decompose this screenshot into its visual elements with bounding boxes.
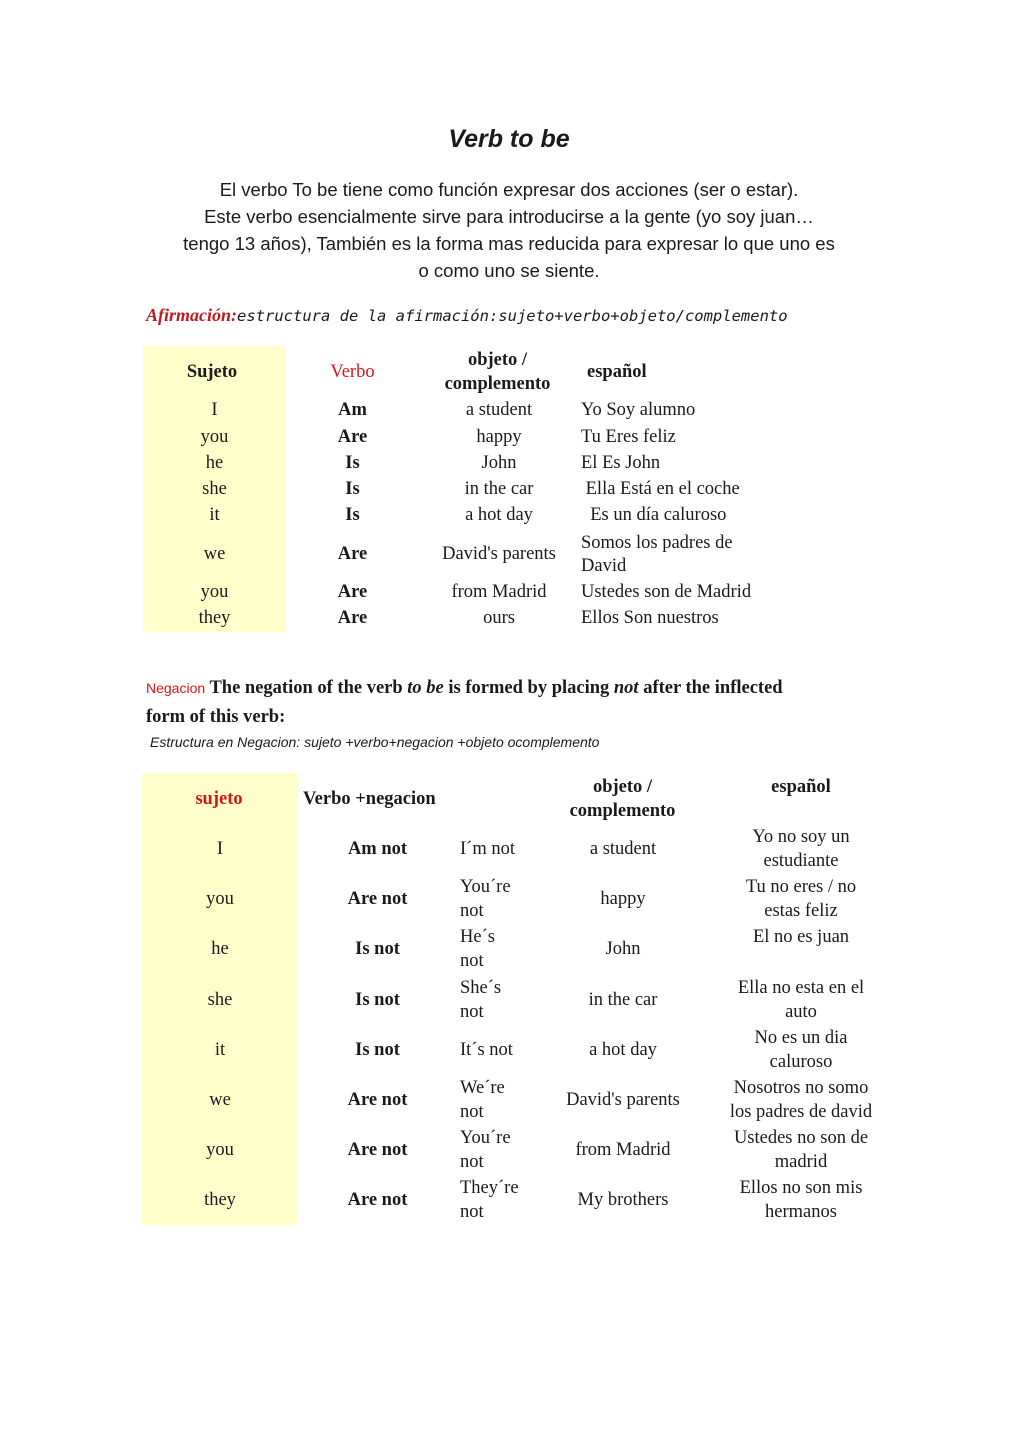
contraction-cell: not: [460, 1002, 484, 1022]
negacion-heading: [146, 674, 783, 702]
negacion-text: The negation of the verb: [205, 678, 408, 698]
objeto-cell: in the car: [588, 990, 658, 1010]
sujeto-cell: I: [211, 400, 218, 420]
contraction-cell: I´m not: [460, 839, 515, 859]
sujeto-cell: I: [216, 839, 224, 859]
intro-line: El verbo To be tiene como función expresar dos acciones (ser o estar).: [219, 179, 799, 200]
contraction-cell: They´re: [460, 1178, 519, 1198]
negacion-text: after the inflected: [638, 678, 783, 698]
espanol-cell: Somos los padres de: [581, 533, 733, 553]
negacion-structure: Estructura en Negacion: sujeto +verbo+negacion +objeto ocomplemento: [150, 734, 600, 750]
sujeto-cell: it: [209, 505, 220, 525]
verbo-cell: Are: [337, 582, 368, 602]
espanol-cell: El Es John: [581, 453, 661, 473]
contraction-cell: not: [460, 901, 484, 921]
verbo-cell: Is: [345, 453, 360, 473]
verbo-cell: Are: [337, 427, 368, 447]
contraction-cell: not: [460, 1102, 484, 1122]
espanol-cell: estudiante: [763, 851, 839, 871]
verbo-cell: Are: [337, 608, 368, 628]
espanol-cell: Ellos Son nuestros: [581, 608, 719, 628]
verbo-cell: Is: [345, 479, 360, 499]
intro-line: o como uno se siente.: [418, 260, 600, 281]
contraction-cell: We´re: [460, 1078, 505, 1098]
verbo-cell: Am: [338, 400, 367, 420]
negacion-text: not: [613, 678, 639, 698]
objeto-cell: John: [605, 939, 641, 959]
espanol-cell: hermanos: [765, 1202, 837, 1222]
espanol-cell: El no es juan: [752, 927, 850, 947]
verbo-cell: Are not: [347, 1140, 408, 1160]
espanol-cell: los padres de david: [729, 1102, 873, 1122]
sujeto-cell: she: [202, 479, 227, 499]
espanol-cell: Nosotros no somo: [733, 1078, 869, 1098]
objeto-cell: happy: [600, 889, 646, 909]
header-objeto: complemento: [569, 801, 676, 821]
header-objeto: objeto /: [592, 777, 653, 797]
objeto-cell: ours: [483, 608, 515, 628]
sujeto-cell: he: [205, 453, 224, 473]
verbo-cell: Is not: [355, 939, 400, 959]
sujeto-cell: we: [203, 544, 226, 564]
sujeto-cell: they: [204, 1190, 236, 1210]
header-espanol: español: [587, 362, 647, 382]
contraction-cell: You´re: [460, 1128, 511, 1148]
verbo-cell: Is not: [355, 1040, 400, 1060]
sujeto-cell: you: [200, 582, 229, 602]
objeto-cell: a student: [465, 400, 533, 420]
objeto-cell: My brothers: [577, 1190, 669, 1210]
espanol-cell: Ellos no son mis: [739, 1178, 863, 1198]
sujeto-cell: you: [206, 889, 234, 909]
negacion-text: to be: [407, 678, 444, 698]
header-verbo: Verbo: [330, 362, 375, 382]
espanol-cell: madrid: [774, 1152, 828, 1172]
afirmacion-label: Afirmación:: [146, 305, 238, 325]
afirmacion-heading: [146, 302, 788, 329]
header-sujeto: sujeto: [195, 789, 243, 809]
espanol-cell: Tu Eres feliz: [581, 427, 676, 447]
objeto-cell: a hot day: [465, 505, 533, 525]
sujeto-cell: she: [207, 990, 233, 1010]
sujeto-cell: you: [206, 1140, 234, 1160]
contraction-cell: It´s not: [460, 1040, 513, 1060]
verbo-cell: Is: [345, 505, 360, 525]
objeto-cell: David's parents: [442, 544, 556, 564]
page-title: Verb to be: [448, 125, 570, 153]
intro-line: tengo 13 años), También es la forma mas reducida para expresar lo que uno es: [183, 233, 835, 254]
objeto-cell: John: [481, 453, 517, 473]
verbo-cell: Are not: [347, 889, 408, 909]
negacion-text: is formed by placing: [443, 678, 614, 698]
espanol-cell: Es un día caluroso: [581, 505, 727, 525]
verbo-cell: Are not: [347, 1190, 408, 1210]
contraction-cell: She´s: [460, 978, 502, 998]
sujeto-cell: he: [211, 939, 229, 959]
contraction-cell: not: [460, 1202, 484, 1222]
verbo-cell: Are not: [347, 1090, 408, 1110]
header-verbo: Verbo +negacion: [303, 789, 436, 809]
espanol-cell: estas feliz: [764, 901, 838, 921]
negacion-text: form of this verb:: [146, 707, 286, 727]
sujeto-cell: it: [214, 1040, 226, 1060]
verbo-cell: Is not: [355, 990, 400, 1010]
intro-line: Este verbo esencialmente sirve para introducirse a la gente (yo soy juan…: [204, 206, 814, 227]
contraction-cell: You´re: [460, 877, 511, 897]
objeto-cell: from Madrid: [451, 582, 547, 602]
verbo-cell: Am not: [347, 839, 408, 859]
espanol-cell: David: [581, 556, 627, 576]
contraction-cell: not: [460, 1152, 484, 1172]
espanol-cell: Ella Está en el coche: [581, 479, 740, 499]
objeto-cell: a student: [589, 839, 657, 859]
sujeto-cell: they: [198, 608, 231, 628]
header-objeto: complemento: [444, 374, 551, 394]
sujeto-cell: you: [200, 427, 229, 447]
objeto-cell: a hot day: [589, 1040, 657, 1060]
header-objeto: objeto /: [467, 350, 528, 370]
objeto-cell: from Madrid: [575, 1140, 671, 1160]
espanol-cell: Ustedes son de Madrid: [581, 582, 752, 602]
negacion-label: Negacion: [146, 680, 206, 696]
espanol-cell: Tu no eres / no: [745, 877, 857, 897]
objeto-cell: David's parents: [566, 1090, 680, 1110]
espanol-cell: Yo no soy un: [752, 827, 850, 847]
espanol-cell: auto: [785, 1002, 817, 1022]
header-sujeto: Sujeto: [186, 362, 238, 382]
objeto-cell: happy: [476, 427, 522, 447]
espanol-cell: Yo Soy alumno: [581, 400, 696, 420]
objeto-cell: in the car: [464, 479, 534, 499]
sujeto-cell: we: [209, 1090, 231, 1110]
afirmacion-structure: estructura de la afirmación:sujeto+verbo+objeto/complemento: [237, 307, 788, 325]
header-espanol: español: [771, 777, 831, 797]
verbo-cell: Are: [337, 544, 368, 564]
espanol-cell: Ustedes no son de: [733, 1128, 869, 1148]
espanol-cell: Ella no esta en el: [737, 978, 865, 998]
contraction-cell: not: [460, 951, 484, 971]
espanol-cell: No es un dia: [754, 1028, 848, 1048]
contraction-cell: He´s: [460, 927, 495, 947]
intro-paragraph: [130, 176, 888, 284]
espanol-cell: caluroso: [769, 1052, 833, 1072]
